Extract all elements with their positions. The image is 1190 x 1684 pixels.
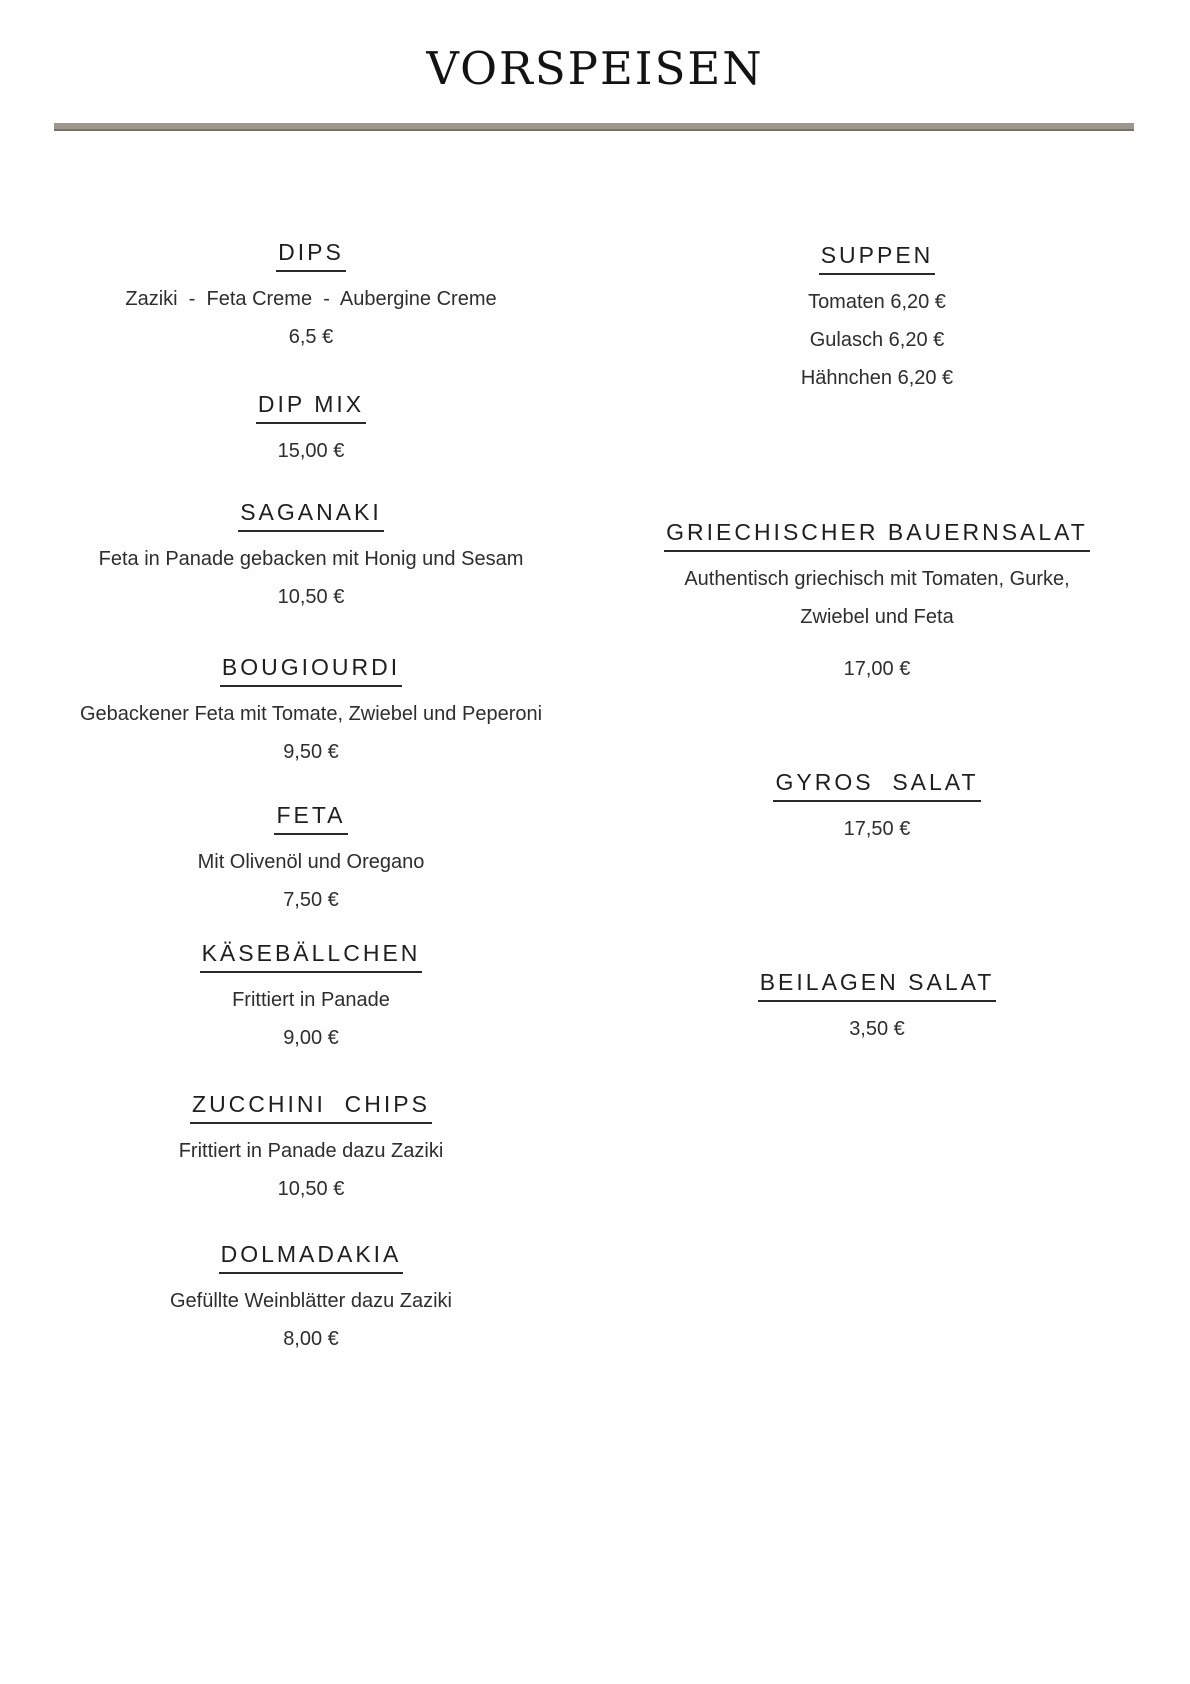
section-heading-text: SAGANAKI xyxy=(238,498,384,532)
section-heading xyxy=(0,939,622,973)
section-heading-text: ZUCCHINI CHIPS xyxy=(190,1090,432,1124)
menu-column-right xyxy=(572,0,1182,1684)
section-heading-text: BOUGIOURDI xyxy=(220,653,402,687)
menu-item-description: Zwiebel und Feta xyxy=(800,606,954,628)
section-heading xyxy=(0,238,622,272)
menu-item-description: Gefüllte Weinblätter dazu Zaziki xyxy=(170,1290,452,1312)
section-heading xyxy=(572,241,1182,275)
menu-item-description: Gebackener Feta mit Tomate, Zwiebel und Peperoni xyxy=(79,703,543,725)
menu-item-line: Tomaten 6,20 € xyxy=(808,291,946,313)
menu-section-dip-mix xyxy=(0,390,622,464)
menu-item-price: 10,50 € xyxy=(277,586,345,608)
menu-item-price: 9,00 € xyxy=(283,1027,339,1049)
menu-section-kaesebaellchen xyxy=(0,939,622,1051)
menu-item-description: Frittiert in Panade xyxy=(232,989,390,1011)
section-heading xyxy=(0,498,622,532)
menu-item-description: Mit Olivenöl und Oregano xyxy=(197,851,425,873)
menu-item-price: 10,50 € xyxy=(277,1178,345,1200)
section-heading-text: BEILAGEN SALAT xyxy=(758,968,997,1002)
menu-section-dips xyxy=(0,238,622,350)
menu-item-line: Hähnchen 6,20 € xyxy=(800,367,954,389)
section-heading-text: DIP MIX xyxy=(256,390,366,424)
section-heading-text: DOLMADAKIA xyxy=(219,1240,404,1274)
section-heading xyxy=(0,390,622,424)
menu-item-description: Zaziki - Feta Creme - Aubergine Creme xyxy=(125,288,497,310)
section-heading-text: DIPS xyxy=(276,238,346,272)
menu-item-price: 17,00 € xyxy=(843,658,911,680)
menu-section-gyros-salat xyxy=(572,768,1182,842)
page-title: VORSPEISEN xyxy=(426,42,764,95)
menu-section-saganaki xyxy=(0,498,622,610)
menu-item-price: 6,5 € xyxy=(288,326,334,348)
section-heading xyxy=(572,518,1182,552)
section-heading-text: KÄSEBÄLLCHEN xyxy=(200,939,423,973)
menu-item-description: Feta in Panade gebacken mit Honig und Sesam xyxy=(98,548,524,570)
menu-section-feta xyxy=(0,801,622,913)
section-heading-text: GRIECHISCHER BAUERNSALAT xyxy=(664,518,1090,552)
section-heading-text: GYROS SALAT xyxy=(773,768,980,802)
section-heading xyxy=(0,653,622,687)
menu-section-bougiourdi xyxy=(0,653,622,765)
menu-item-description: Frittiert in Panade dazu Zaziki xyxy=(178,1140,444,1162)
menu-section-dolmadakia xyxy=(0,1240,622,1352)
section-heading xyxy=(572,768,1182,802)
menu-item-line: Gulasch 6,20 € xyxy=(809,329,945,351)
section-heading-text: FETA xyxy=(274,801,347,835)
menu-item-price: 17,50 € xyxy=(843,818,911,840)
section-heading xyxy=(0,1240,622,1274)
menu-item-price: 7,50 € xyxy=(283,889,339,911)
section-heading xyxy=(0,801,622,835)
menu-section-zucchini-chips xyxy=(0,1090,622,1202)
menu-section-beilagen-salat xyxy=(572,968,1182,1042)
section-heading xyxy=(0,1090,622,1124)
menu-section-griechischer-bauernsalat xyxy=(572,518,1182,682)
menu-item-price: 9,50 € xyxy=(283,741,339,763)
menu-item-description: Authentisch griechisch mit Tomaten, Gurke, xyxy=(684,568,1070,590)
menu-item-price: 8,00 € xyxy=(283,1328,339,1350)
section-heading xyxy=(572,968,1182,1002)
section-heading-text: SUPPEN xyxy=(819,241,936,275)
menu-section-suppen xyxy=(572,241,1182,391)
menu-item-price: 15,00 € xyxy=(277,440,345,462)
menu-item-price: 3,50 € xyxy=(849,1018,905,1040)
